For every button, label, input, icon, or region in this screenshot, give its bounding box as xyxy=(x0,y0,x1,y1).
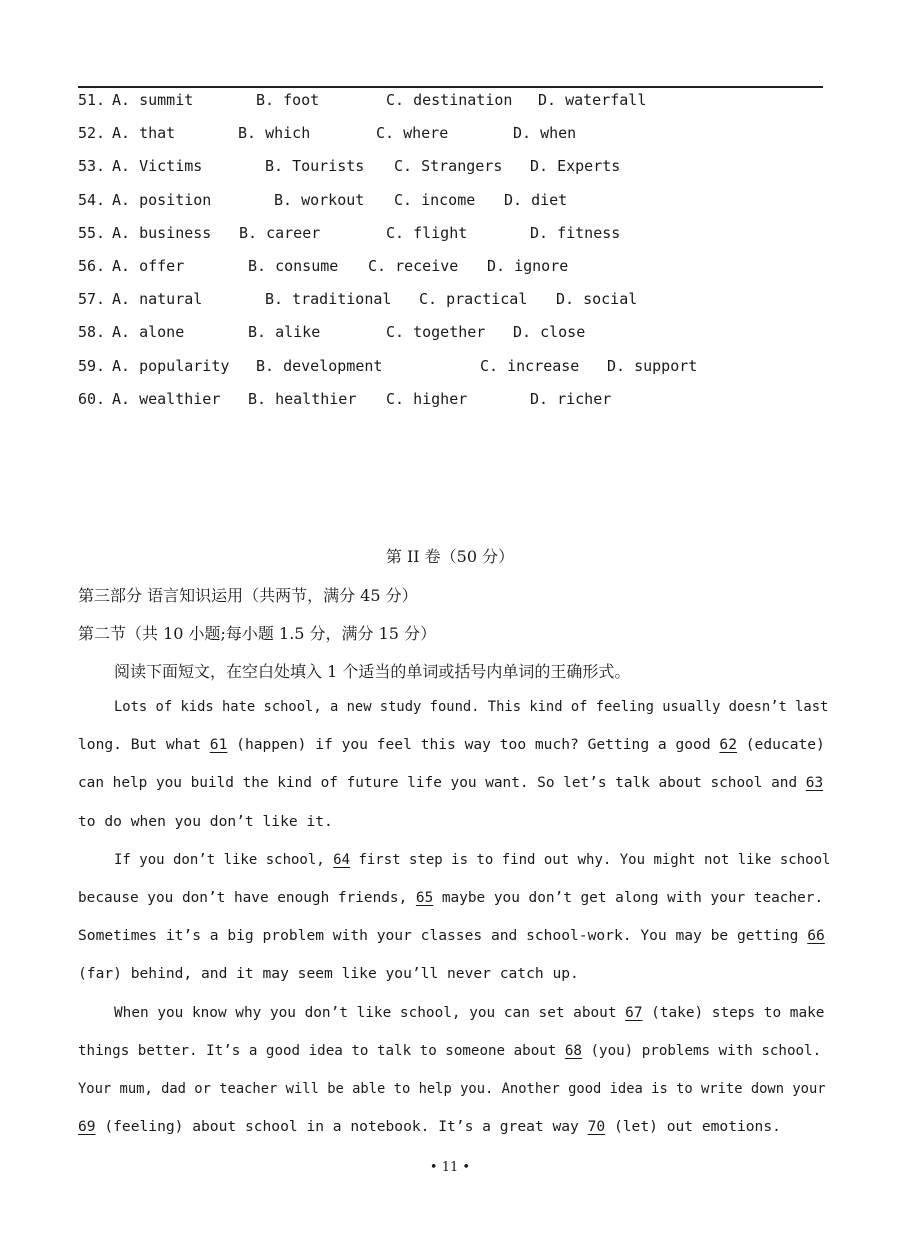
passage-line xyxy=(78,1078,830,1116)
passage-line xyxy=(78,1116,830,1154)
blank-62: 62 xyxy=(719,736,737,754)
passage-text: Lots of kids hate school, a new study found. This kind of feeling usually doesn’t last xyxy=(114,699,829,715)
option-c: C. Strangers xyxy=(394,157,503,176)
option-d: D. richer xyxy=(530,389,612,408)
passage-text: (you) problems with school. xyxy=(581,1042,822,1059)
option-a: A. business xyxy=(112,223,212,242)
question-56 xyxy=(78,258,838,291)
option-d: D. Experts xyxy=(530,157,621,176)
blank-64: 64 xyxy=(333,851,351,868)
question-60 xyxy=(78,391,838,424)
option-c: C. income xyxy=(394,190,476,209)
option-a: A. popularity xyxy=(112,356,230,375)
passage-text: Sometimes it’s a big problem with your classes and school-work. You may be getting xyxy=(78,927,808,945)
option-b: B. alike xyxy=(248,323,321,342)
passage-text: Your mum, dad or teacher will be able to help you. Another good idea is to write down your xyxy=(78,1080,826,1097)
option-a: A. position xyxy=(112,190,212,209)
passage-text: When you know why you don’t like school, you can set about xyxy=(114,1004,626,1021)
top-rule xyxy=(78,86,823,88)
passage-line xyxy=(78,963,830,1001)
subsection-heading: 第二节（共 10 小题;每小题 1.5 分，满分 15 分） xyxy=(78,624,437,643)
option-d: D. support xyxy=(607,356,698,375)
passage-text: because you don’t have enough friends, xyxy=(78,889,416,906)
part-heading: 第三部分 语言知识运用（共两节，满分 45 分） xyxy=(78,586,418,605)
option-a: A. Victims xyxy=(112,157,203,176)
question-number: 60. xyxy=(78,389,106,408)
option-a: A. that xyxy=(112,124,176,143)
option-a: A. alone xyxy=(112,323,185,342)
passage xyxy=(78,696,830,1154)
option-b: B. which xyxy=(238,124,311,143)
passage-text: If you don’t like school, xyxy=(114,851,334,868)
passage-line xyxy=(78,887,830,925)
option-c: C. together xyxy=(386,323,486,342)
option-c: C. destination xyxy=(386,91,513,109)
blank-70: 70 xyxy=(587,1118,606,1136)
option-b: B. development xyxy=(256,356,383,375)
passage-text: long. But what xyxy=(78,736,210,754)
question-54 xyxy=(78,192,838,225)
options-list xyxy=(78,92,838,424)
question-number: 59. xyxy=(78,356,106,375)
blank-67: 67 xyxy=(625,1004,643,1021)
passage-text: (take) steps to make xyxy=(642,1004,825,1021)
option-d: D. social xyxy=(556,290,638,309)
question-number: 57. xyxy=(78,290,106,309)
question-55 xyxy=(78,225,838,258)
blank-68: 68 xyxy=(564,1042,582,1059)
passage-text: (happen) if you feel this way too much? Getting a good xyxy=(227,736,720,754)
passage-text: maybe you don’t get along with your teacher. xyxy=(433,889,824,906)
option-d: D. ignore xyxy=(487,256,569,275)
instruction-text: 阅读下面短文，在空白处填入 1 个适当的单词或括号内单词的王确形式。 xyxy=(114,662,631,681)
question-57 xyxy=(78,291,838,324)
option-b: B. Tourists xyxy=(265,157,365,176)
blank-63: 63 xyxy=(805,775,824,792)
question-number: 52. xyxy=(78,124,106,143)
option-b: B. traditional xyxy=(265,290,392,309)
option-b: B. career xyxy=(239,223,321,242)
passage-text: can help you build the kind of future life you want. So let’s talk about school and xyxy=(78,775,806,792)
blank-61: 61 xyxy=(209,736,228,754)
question-59 xyxy=(78,358,838,391)
passage-line xyxy=(78,925,830,963)
blank-69: 69 xyxy=(78,1118,96,1136)
option-a: A. natural xyxy=(112,290,203,309)
question-number: 58. xyxy=(78,323,106,342)
option-c: C. practical xyxy=(419,290,528,309)
option-a: A. wealthier xyxy=(112,389,221,408)
question-number: 55. xyxy=(78,223,106,242)
blank-65: 65 xyxy=(415,889,434,906)
page-number: • 11 • xyxy=(429,1160,471,1175)
passage-text: (far) behind, and it may seem like you’ll never catch up. xyxy=(78,965,579,983)
option-c: C. receive xyxy=(368,256,459,275)
option-c: C. higher xyxy=(386,389,468,408)
passage-text: to do when you don’t like it. xyxy=(78,812,333,830)
passage-line xyxy=(78,696,830,734)
question-number: 53. xyxy=(78,157,106,176)
option-b: B. workout xyxy=(274,190,365,209)
passage-line xyxy=(78,1002,830,1040)
option-a: A. summit xyxy=(112,91,194,109)
passage-text: (feeling) about school in a notebook. It’s a great way xyxy=(95,1118,588,1136)
option-d: D. waterfall xyxy=(538,91,647,109)
question-number: 54. xyxy=(78,190,106,209)
passage-line xyxy=(78,734,830,772)
passage-line xyxy=(78,811,830,849)
question-53 xyxy=(78,158,838,191)
question-number: 56. xyxy=(78,256,106,275)
option-d: D. close xyxy=(513,323,586,342)
option-b: B. foot xyxy=(256,91,320,109)
passage-text: (educate) xyxy=(736,736,825,754)
passage-line xyxy=(78,1040,830,1078)
option-b: B. healthier xyxy=(248,389,357,408)
question-51 xyxy=(78,92,838,125)
passage-text: first step is to find out why. You might not like school xyxy=(350,851,831,868)
option-b: B. consume xyxy=(248,256,339,275)
question-52 xyxy=(78,125,838,158)
passage-line xyxy=(78,849,830,887)
option-d: D. diet xyxy=(504,190,568,209)
passage-text: (let) out emotions. xyxy=(605,1118,781,1136)
passage-text: things better. It’s a good idea to talk to someone about xyxy=(78,1042,565,1059)
option-d: D. when xyxy=(513,124,577,143)
option-c: C. increase xyxy=(480,356,580,375)
option-d: D. fitness xyxy=(530,223,621,242)
option-a: A. offer xyxy=(112,256,185,275)
passage-line xyxy=(78,772,830,810)
question-number: 51. xyxy=(78,91,106,109)
option-c: C. flight xyxy=(386,223,468,242)
question-58 xyxy=(78,324,838,357)
section-title: 第 II 卷（50 分） xyxy=(385,547,515,566)
blank-66: 66 xyxy=(807,927,825,945)
option-c: C. where xyxy=(376,124,449,143)
